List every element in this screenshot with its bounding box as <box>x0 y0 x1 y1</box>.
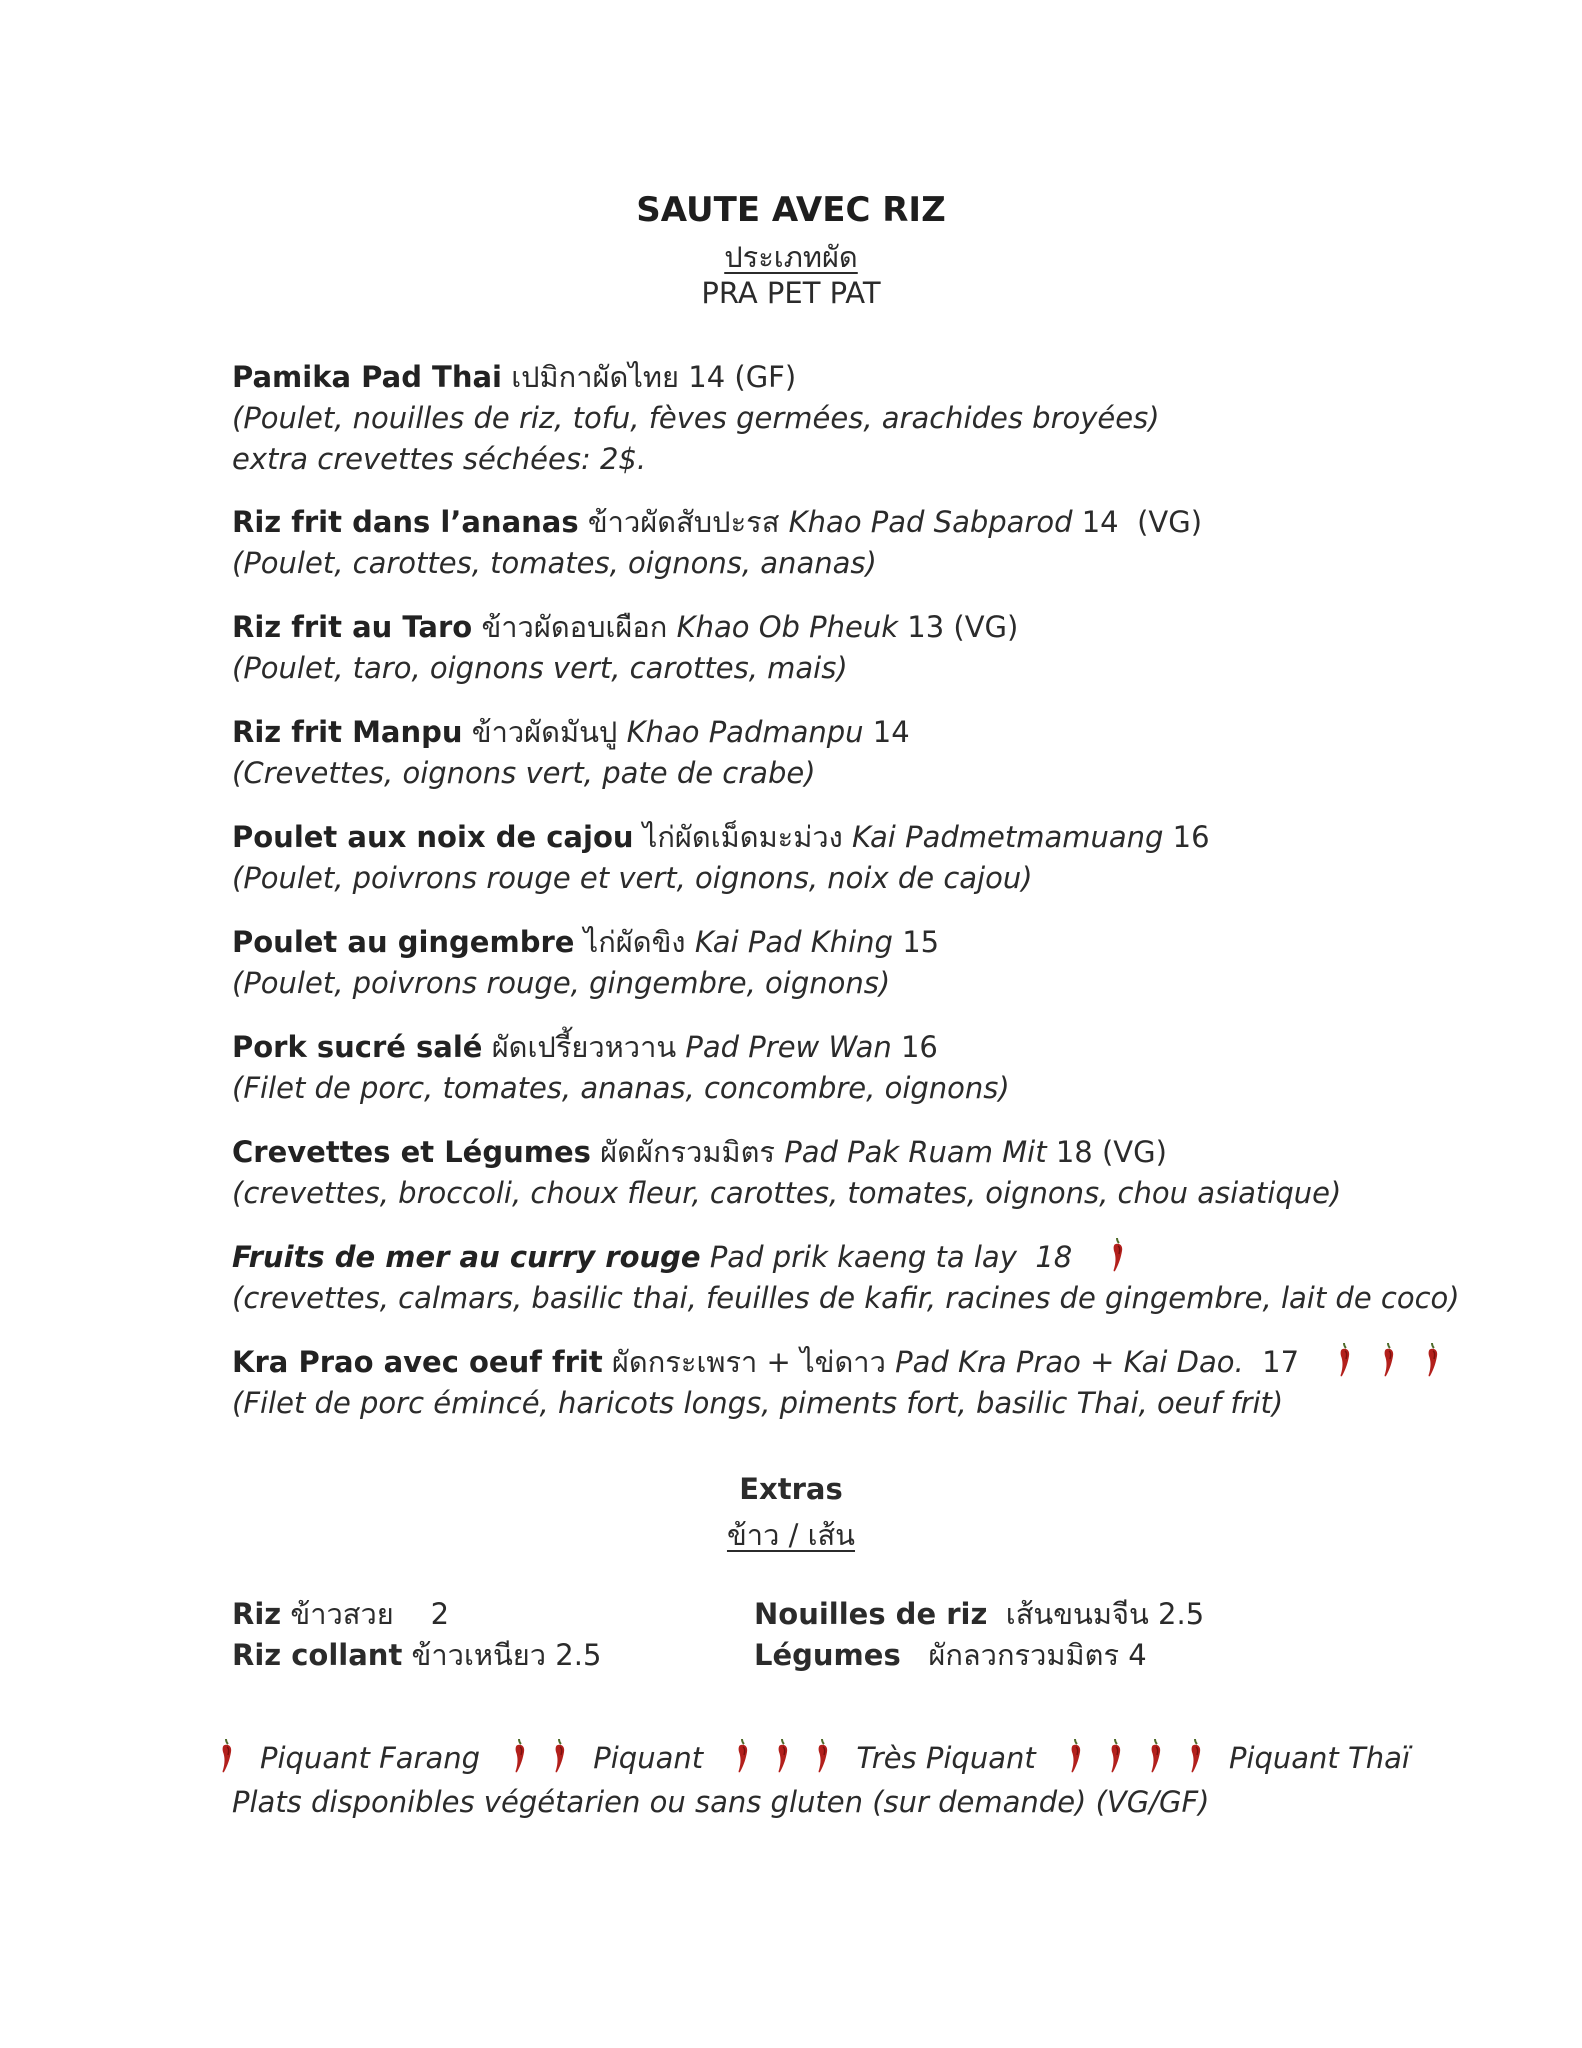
item-name: Riz frit dans l’ananas <box>232 505 579 539</box>
item-description: (crevettes, broccoli, choux fleur, carottes, tomates, oignons, chou asiatique) <box>232 1176 1342 1210</box>
spice-level <box>513 1741 593 1775</box>
extras-title-thai: ข้าว / เส้น <box>726 1518 856 1552</box>
spice-level <box>1081 1240 1125 1274</box>
item-description: (Poulet, taro, oignons vert, carottes, mais) <box>232 651 848 685</box>
extra-price: 4 <box>1128 1638 1147 1672</box>
item-price: 13 <box>907 610 945 644</box>
menu-item <box>232 1342 1562 1447</box>
dietary-note: Plats disponibles végétarien ou sans gluten (sur demande) (VG/GF) <box>232 1785 1210 1819</box>
item-name: Riz frit au Taro <box>232 610 473 644</box>
chili-pepper-icon <box>816 1738 830 1774</box>
menu-item <box>232 502 1562 607</box>
item-price: 14 <box>688 360 726 394</box>
item-description: (Crevettes, oignons vert, pate de crabe) <box>232 756 816 790</box>
item-transliteration: Pad Prew Wan <box>685 1030 892 1064</box>
menu-item <box>232 922 1562 1027</box>
menu-item <box>232 357 1562 476</box>
item-name: Pork sucré salé <box>232 1030 483 1064</box>
item-transliteration: Khao Ob Pheuk <box>676 610 899 644</box>
extra-price: 2.5 <box>555 1638 602 1672</box>
item-name: Poulet au gingembre <box>232 925 575 959</box>
chili-pepper-icon <box>1189 1738 1203 1774</box>
item-thai-name: ผัดกระเพรา + ไข่ดาว <box>611 1345 886 1379</box>
menu-item <box>232 817 1562 922</box>
chili-pepper-icon <box>1426 1342 1440 1378</box>
extra-price: 2.5 <box>1158 1597 1205 1631</box>
chili-pepper-icon <box>736 1738 750 1774</box>
item-name: Pamika Pad Thai <box>232 360 502 394</box>
item-tag: (VG) <box>1101 1135 1167 1169</box>
spice-legend-level <box>513 1741 712 1775</box>
spice-level <box>736 1741 856 1775</box>
extra-item <box>232 1594 601 1635</box>
item-description: (crevettes, calmars, basilic thai, feuilles de kafir, racines de gingembre, lait de coco) <box>232 1281 1460 1315</box>
item-description: (Filet de porc émincé, haricots longs, piments fort, basilic Thai, oeuf frit) <box>232 1386 1284 1420</box>
item-transliteration: Khao Padmanpu <box>626 715 864 749</box>
item-description: (Poulet, carottes, tomates, oignons, ananas) <box>232 546 877 580</box>
item-thai-name: ข้าวผัดอบเผือก <box>481 610 668 644</box>
item-transliteration: Kai Padmetmamuang <box>852 820 1164 854</box>
item-description: (Poulet, nouilles de riz, tofu, fèves germées, arachides broyées) <box>232 401 1160 435</box>
extra-name: Nouilles de riz <box>754 1597 988 1631</box>
spice-level <box>1308 1345 1440 1379</box>
extra-thai-name: เส้นขนมจีน <box>1005 1597 1149 1631</box>
chili-pepper-icon <box>776 1738 790 1774</box>
chili-pepper-icon <box>1111 1237 1125 1273</box>
item-transliteration: Pad Pak Ruam Mit <box>784 1135 1047 1169</box>
item-description: (Poulet, poivrons rouge et vert, oignons, noix de cajou) <box>232 861 1033 895</box>
item-transliteration: Khao Pad Sabparod <box>788 505 1073 539</box>
spice-level-label: Très Piquant <box>856 1741 1036 1775</box>
extra-thai-name: ผักลวกรวมมิตร <box>928 1638 1120 1672</box>
spice-level-label: Piquant <box>593 1741 704 1775</box>
extra-item <box>232 1635 601 1676</box>
item-tag: (VG) <box>953 610 1019 644</box>
item-description: (Poulet, poivrons rouge, gingembre, oignons) <box>232 966 891 1000</box>
spice-legend-level <box>1069 1741 1410 1775</box>
extras-title: Extras <box>739 1472 843 1506</box>
spice-legend-level <box>736 1741 1045 1775</box>
item-thai-name: ไก่ผัดขิง <box>583 925 686 959</box>
chili-pepper-icon <box>513 1738 527 1774</box>
menu-item <box>232 712 1562 817</box>
menu-item <box>232 1132 1562 1237</box>
page-title-thai: ประเภทผัด <box>724 240 858 274</box>
item-tag: (VG) <box>1137 505 1203 539</box>
menu-items-list <box>232 357 1562 1447</box>
spice-level-label: Piquant Farang <box>260 1741 481 1775</box>
chili-pepper-icon <box>1149 1738 1163 1774</box>
item-tag: (GF) <box>734 360 797 394</box>
item-price: 16 <box>1172 820 1210 854</box>
item-price: 14 <box>1081 505 1119 539</box>
chili-pepper-icon <box>220 1738 234 1774</box>
extra-name: Riz <box>232 1597 282 1631</box>
extra-item <box>754 1594 1204 1635</box>
item-price: 15 <box>902 925 940 959</box>
item-name: Crevettes et Légumes <box>232 1135 591 1169</box>
spice-level <box>1069 1741 1229 1775</box>
item-thai-name: ข้าวผัดสับปะรส <box>587 505 780 539</box>
item-name: Kra Prao avec oeuf frit <box>232 1345 603 1379</box>
chili-pepper-icon <box>553 1738 567 1774</box>
item-name: Fruits de mer au curry rouge <box>232 1240 701 1274</box>
spice-level-label: Piquant Thaï <box>1228 1741 1410 1775</box>
item-name: Riz frit Manpu <box>232 715 463 749</box>
spice-legend-level <box>220 1741 489 1775</box>
spice-level <box>220 1741 260 1775</box>
menu-item <box>232 607 1562 712</box>
item-thai-name: ผัดผักรวมมิตร <box>600 1135 776 1169</box>
extra-name: Légumes <box>754 1638 901 1672</box>
item-price: 16 <box>900 1030 938 1064</box>
item-price: 18 <box>1055 1135 1093 1169</box>
item-description: (Filet de porc, tomates, ananas, concombre, oignons) <box>232 1071 1010 1105</box>
chili-pepper-icon <box>1109 1738 1123 1774</box>
item-thai-name: ข้าวผัดมันปู <box>471 715 618 749</box>
chili-pepper-icon <box>1338 1342 1352 1378</box>
extra-name: Riz collant <box>232 1638 403 1672</box>
item-thai-name: เปมิกาผัดไทย <box>511 360 680 394</box>
page-title: SAUTE AVEC RIZ <box>636 190 946 230</box>
item-price: 17 <box>1262 1345 1300 1379</box>
item-transliteration: Kai Pad Khing <box>694 925 893 959</box>
item-price: 14 <box>872 715 910 749</box>
extra-thai-name: ข้าวสวย <box>290 1597 394 1631</box>
item-price: 18 <box>1035 1240 1073 1274</box>
item-transliteration: Pad Kra Prao + Kai Dao. <box>895 1345 1244 1379</box>
extras-column-right <box>754 1594 1204 1676</box>
menu-item <box>232 1027 1562 1132</box>
item-transliteration: Pad prik kaeng ta lay <box>709 1240 1017 1274</box>
menu-item <box>232 1237 1562 1342</box>
extra-item <box>754 1635 1204 1676</box>
extra-thai-name: ข้าวเหนียว <box>411 1638 547 1672</box>
chili-pepper-icon <box>1382 1342 1396 1378</box>
item-name: Poulet aux noix de cajou <box>232 820 634 854</box>
chili-pepper-icon <box>1069 1738 1083 1774</box>
item-thai-name: ไก่ผัดเม็ดมะม่วง <box>642 820 843 854</box>
extra-price: 2 <box>430 1597 450 1631</box>
extras-column-left <box>232 1594 601 1676</box>
item-thai-name: ผัดเปรี้ยวหวาน <box>491 1030 677 1064</box>
item-extra-note: extra crevettes séchées: 2$. <box>232 442 647 476</box>
spice-legend <box>220 1738 1560 1779</box>
page-subtitle: PRA PET PAT <box>701 276 881 310</box>
